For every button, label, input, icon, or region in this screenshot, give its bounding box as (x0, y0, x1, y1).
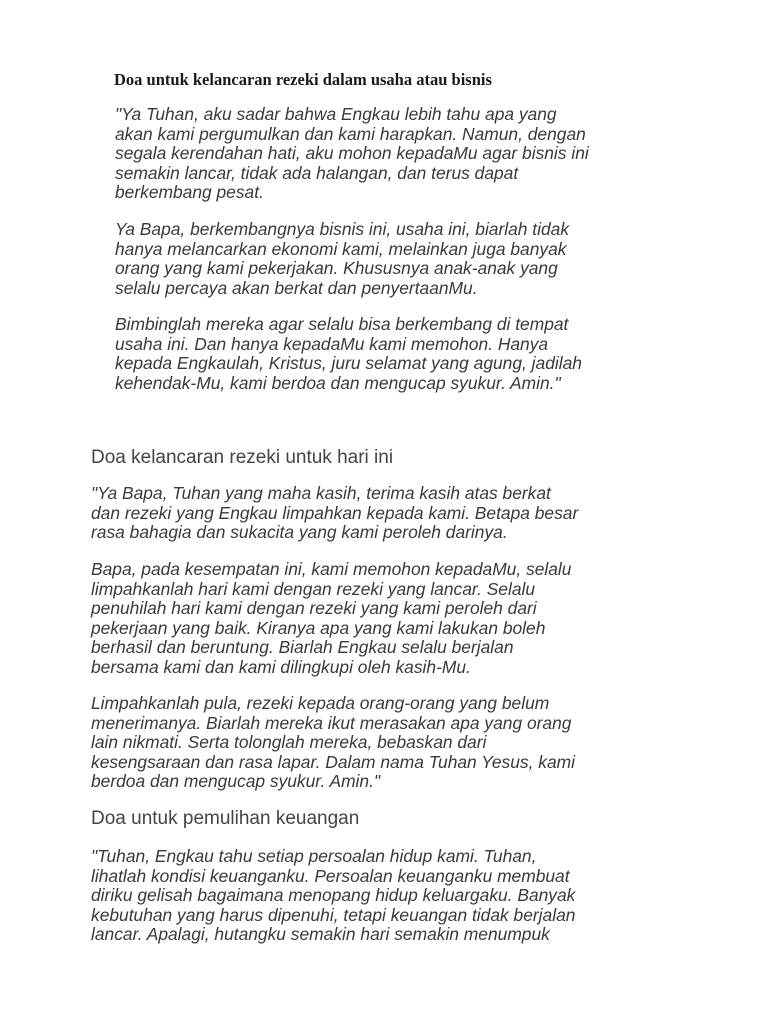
text-line: bersama kami dan kami dilingkupi oleh kasih-Mu. (91, 656, 471, 677)
text-line: semakin lancar, tidak ada halangan, dan terus dapat (115, 162, 519, 183)
text-line: hanya melancarkan ekonomi kami, melainkan juga banyak (115, 238, 567, 259)
paragraph-business-1 (115, 105, 589, 203)
text-line: akan kami pergumulkan dan kami harapkan. Namun, dengan (115, 123, 586, 144)
text-line: kebutuhan yang harus dipenuhi, tetapi keuangan tidak berjalan (91, 904, 576, 925)
section-title-business-prayer: Doa untuk kelancaran rezeki dalam usaha atau bisnis (114, 70, 492, 89)
text-line: "Ya Tuhan, aku sadar bahwa Engkau lebih tahu apa yang (115, 104, 557, 124)
text-line: kesengsaraan dan rasa lapar. Dalam nama Tuhan Yesus, kami (91, 751, 575, 772)
text-line: menerimanya. Biarlah mereka ikut merasakan apa yang orang (91, 712, 572, 733)
text-line: segala kerendahan hati, aku mohon kepadaMu agar bisnis ini (115, 143, 589, 163)
text-line: lihatlah kondisi keuanganku. Persoalan keuanganku membuat (91, 865, 570, 886)
text-line: Bapa, pada kesempatan ini, kami memohon kepadaMu, selalu (91, 559, 572, 579)
paragraph-business-3 (115, 315, 582, 393)
text-line: berkembang pesat. (115, 182, 264, 202)
paragraph-financial-1 (91, 847, 575, 945)
text-line: pekerjaan yang baik. Kiranya apa yang kami lakukan boleh (91, 617, 546, 638)
text-line: diriku gelisah bagaimana menopang hidup keluargaku. Banyak (91, 885, 576, 905)
text-line: Ya Bapa, berkembangnya bisnis ini, usaha ini, biarlah tidak (115, 219, 570, 239)
text-line: lancar. Apalagi, hutangku semakin hari semakin menumpuk (91, 924, 550, 944)
text-line: berhasil dan beruntung. Biarlah Engkau selalu berjalan (91, 637, 514, 657)
text-line: penuhilah hari kami dengan rezeki yang kami peroleh dari (91, 598, 537, 618)
section-title-financial-recovery: Doa untuk pemulihan keuangan (91, 808, 360, 829)
text-line: Limpahkanlah pula, rezeki kepada orang-orang yang belum (91, 693, 550, 713)
text-line: kehendak-Mu, kami berdoa dan mengucap syukur. Amin." (115, 372, 561, 393)
text-line: lain nikmati. Serta tolonglah mereka, bebaskan dari (91, 732, 487, 752)
text-line: selalu percaya akan berkat dan penyertaanMu. (115, 277, 478, 298)
text-line: "Ya Bapa, Tuhan yang maha kasih, terima kasih atas berkat (91, 483, 551, 503)
text-line: orang yang kami pekerjakan. Khususnya anak-anak yang (115, 258, 558, 278)
text-line: limpahkanlah hari kami dengan rezeki yang lancar. Selalu (91, 578, 536, 599)
text-line: kepada Engkaulah, Kristus, juru selamat yang agung, jadilah (115, 353, 582, 373)
paragraph-daily-1 (91, 484, 578, 543)
text-line: "Tuhan, Engkau tahu setiap persoalan hidup kami. Tuhan, (91, 846, 537, 866)
paragraph-daily-2 (91, 560, 571, 677)
paragraph-daily-3 (91, 694, 575, 792)
text-line: Bimbinglah mereka agar selalu bisa berkembang di tempat (115, 314, 569, 334)
text-line: berdoa dan mengucap syukur. Amin." (91, 771, 381, 791)
text-line: dan rezeki yang Engkau limpahkan kepada kami. Betapa besar (91, 502, 579, 523)
text-line: rasa bahagia dan sukacita yang kami peroleh darinya. (91, 522, 508, 542)
section-title-daily-prayer: Doa kelancaran rezeki untuk hari ini (91, 447, 394, 468)
text-line: usaha ini. Dan hanya kepadaMu kami memohon. Hanya (115, 333, 549, 354)
paragraph-business-2 (115, 220, 569, 298)
